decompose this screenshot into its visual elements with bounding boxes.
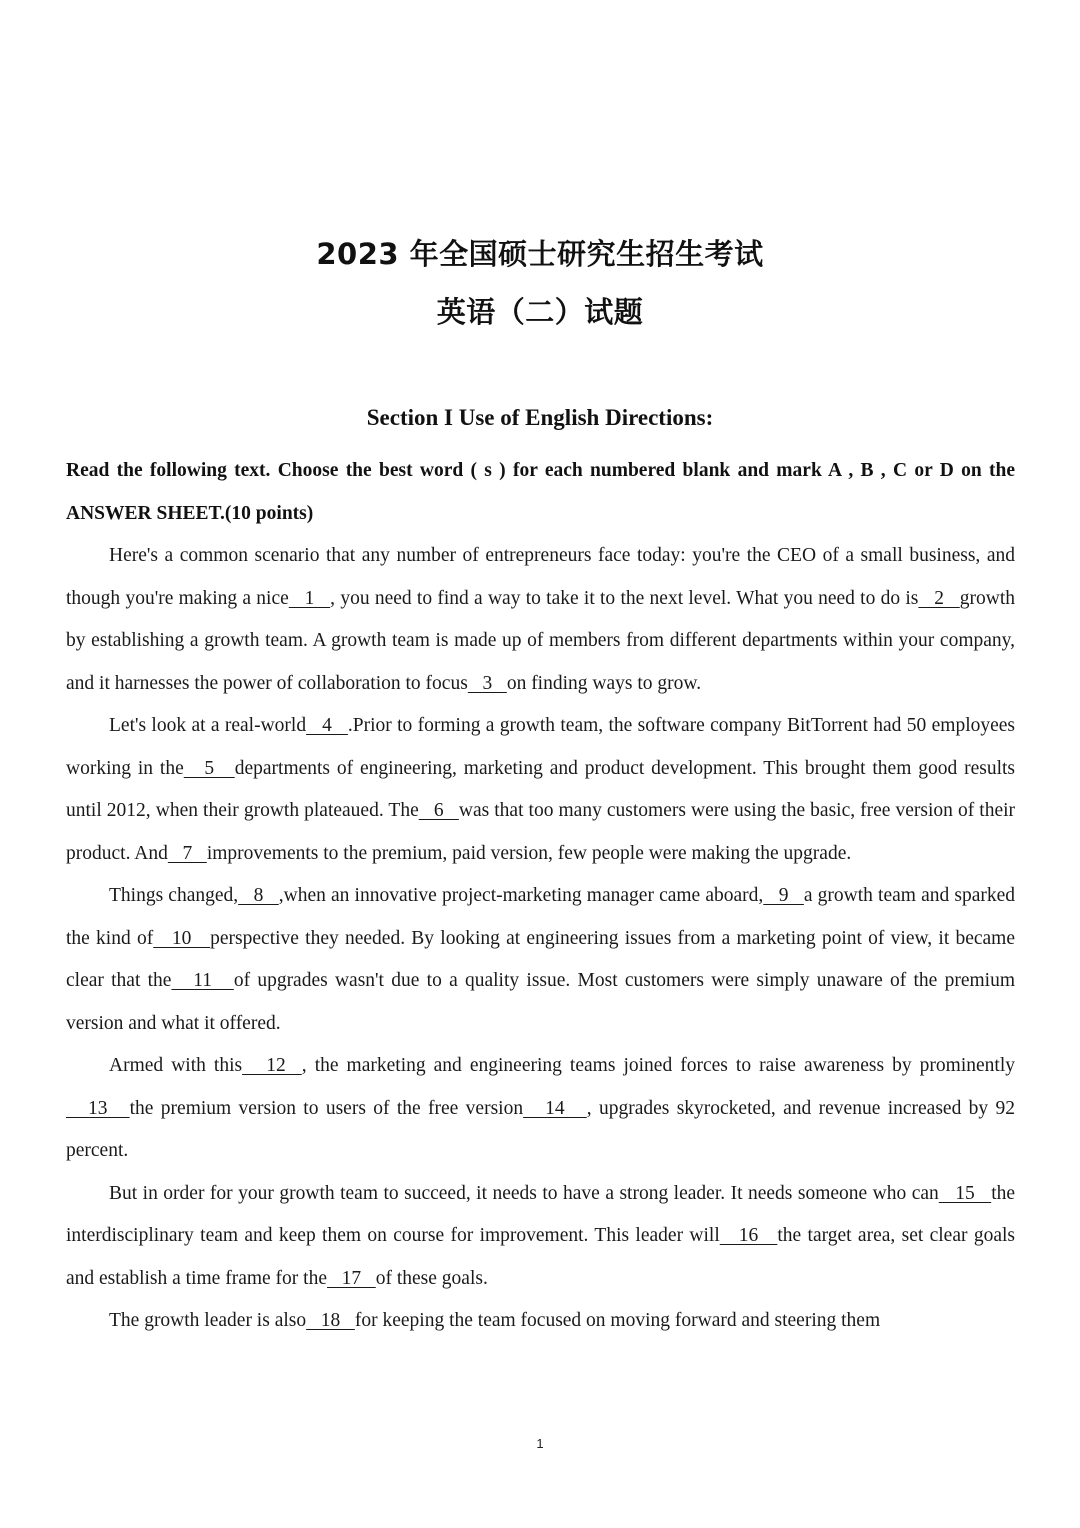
passage-paragraph	[66, 1045, 1015, 1173]
passage-paragraph	[66, 875, 1015, 1045]
passage-text: of upgrades wasn't due to a quality issue. Most customers were simply unaware of the premium version and what it offered.	[66, 970, 1015, 1034]
numbered-blank: 16	[719, 1225, 778, 1246]
passage-text: the premium version to users of the free version	[129, 1097, 524, 1119]
numbered-blank: 1	[288, 587, 331, 609]
page-number: 1	[536, 1436, 544, 1451]
passage-text: growth by establishing a growth team. A growth team is made up of members from different departments within your company, and it harnesses the power of collaboration to focus	[66, 587, 1016, 694]
directions-text: Read the following text. Choose the best word ( s ) for each numbered blank and mark A , B , C or D on the ANSWER SHEET.(10 points)	[66, 460, 1015, 524]
passage-text: Here's a common scenario that any number of entrepreneurs face today: you're the CEO of a small business, and though you're making a nice	[66, 545, 1015, 609]
numbered-blank: 5	[183, 757, 235, 779]
passage-text: , upgrades skyrocketed, and revenue increased by 92 percent.	[66, 1097, 1016, 1161]
exam-subtitle: 英语（二）试题	[436, 295, 644, 329]
passage-text: the target area, set clear goals and establish a time frame for the	[66, 1225, 1015, 1289]
passage-text: perspective they needed. By looking at engineering issues from a marketing point of view, it became clear that the	[66, 927, 1016, 991]
numbered-blank: 2	[918, 587, 960, 609]
passage-paragraph	[66, 1173, 1015, 1301]
passage	[66, 535, 1015, 1343]
exam-body	[66, 450, 1015, 1343]
passage-text: Things changed,	[109, 885, 239, 906]
passage-text: Armed with this	[109, 1055, 243, 1076]
exam-title: 2023 年全国硕士研究生招生考试	[316, 237, 764, 271]
numbered-blank: 14	[523, 1097, 587, 1119]
passage-paragraph	[66, 1300, 1015, 1343]
passage-text: departments of engineering, marketing and product development. This brought them good results until 2012, when their growth plateaued. The	[66, 757, 1016, 821]
numbered-blank: 3	[467, 672, 507, 694]
numbered-blank: 17	[326, 1267, 376, 1289]
passage-text: .Prior to forming a growth team, the software company BitTorrent had 50 employees working in the	[66, 715, 1016, 779]
passage-text: , you need to find a way to take it to the next level. What you need to do is	[330, 587, 919, 609]
numbered-blank: 18	[306, 1310, 355, 1331]
passage-text: on finding ways to grow.	[506, 672, 702, 694]
numbered-blank: 6	[418, 800, 459, 821]
numbered-blank: 4	[306, 715, 348, 736]
passage-text: of these goals.	[375, 1267, 488, 1289]
passage-text: The growth leader is also	[109, 1310, 307, 1331]
passage-paragraph	[66, 705, 1015, 875]
numbered-blank: 11	[171, 970, 234, 991]
passage-text: the interdisciplinary team and keep them on course for improvement. This leader will	[66, 1182, 1016, 1246]
numbered-blank: 15	[938, 1182, 992, 1204]
passage-paragraph	[66, 535, 1015, 705]
numbered-blank: 13	[66, 1097, 130, 1119]
passage-text: for keeping the team focused on moving forward and steering them	[354, 1310, 881, 1331]
passage-text: ,when an innovative project-marketing manager came aboard,	[278, 885, 764, 906]
numbered-blank: 12	[242, 1055, 302, 1076]
passage-text: But in order for your growth team to succeed, it needs to have a strong leader. It needs someone who can	[109, 1182, 939, 1204]
numbered-blank: 10	[153, 927, 211, 949]
numbered-blank: 9	[763, 885, 804, 906]
numbered-blank: 8	[238, 885, 279, 906]
passage-text: was that too many customers were using the basic, free version of their product. And	[66, 800, 1016, 864]
passage-text: , the marketing and engineering teams joined forces to raise awareness by prominently	[301, 1055, 1015, 1076]
passage-text: improvements to the premium, paid version, few people were making the upgrade.	[206, 842, 852, 864]
passage-text: a growth team and sparked the kind of	[66, 885, 1016, 949]
numbered-blank: 7	[167, 842, 207, 864]
section-heading: Section I Use of English Directions:	[366, 405, 714, 430]
passage-text: Let's look at a real-world	[109, 715, 307, 736]
